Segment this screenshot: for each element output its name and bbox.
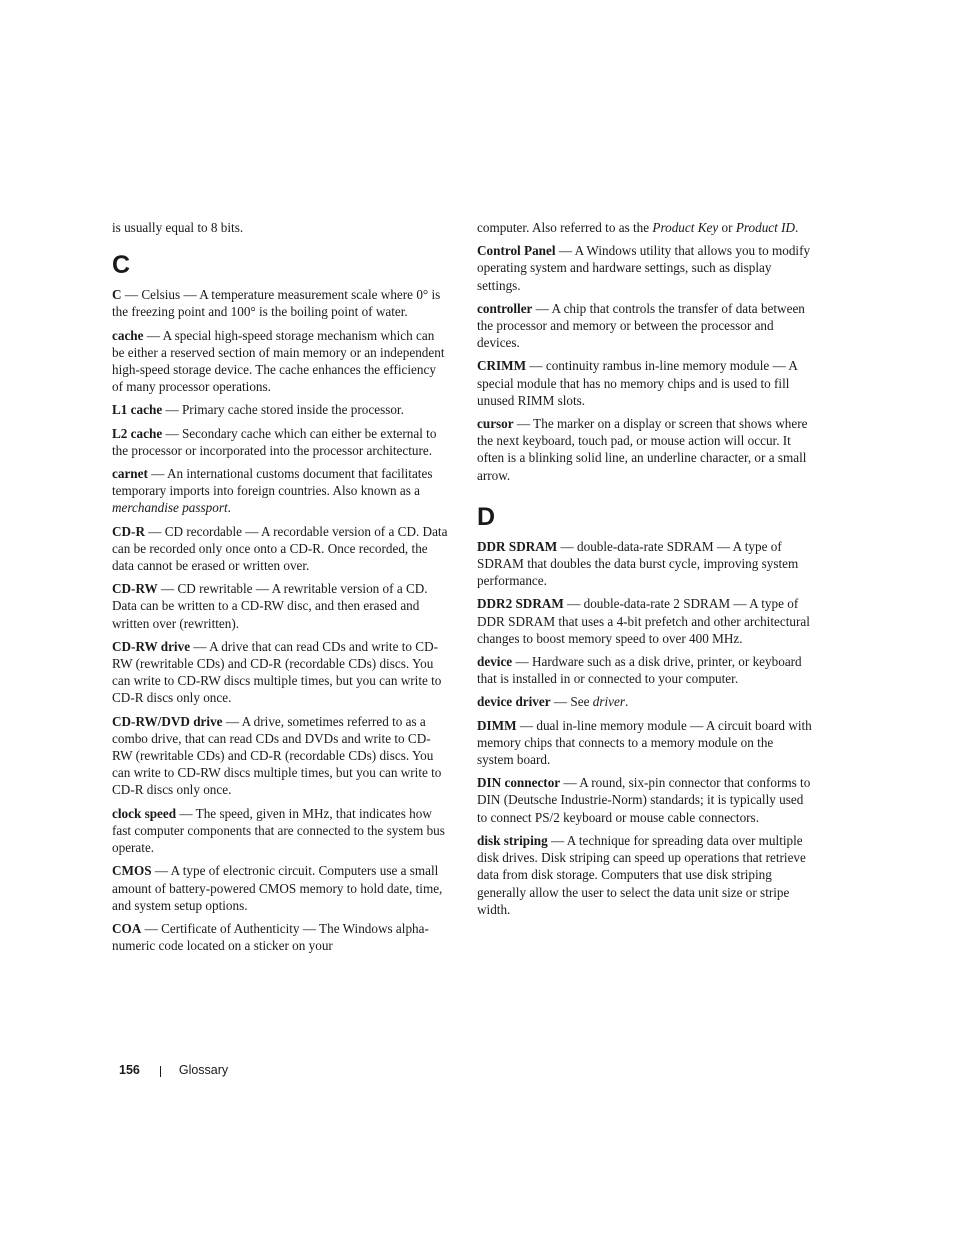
glossary-entry bbox=[477, 832, 813, 918]
glossary-entry bbox=[477, 595, 813, 647]
continuation-italic-1: Product Key bbox=[652, 220, 719, 235]
glossary-entry bbox=[112, 638, 448, 707]
glossary-term: DIMM bbox=[477, 717, 517, 733]
glossary-term: CD-RW/DVD drive bbox=[112, 713, 223, 729]
entry-separator: — bbox=[143, 327, 163, 343]
glossary-term: DIN connector bbox=[477, 775, 561, 791]
left-column bbox=[112, 219, 448, 960]
glossary-term: device driver bbox=[477, 694, 551, 710]
definition-italic: driver bbox=[592, 694, 625, 710]
glossary-entries-c-continued bbox=[477, 242, 813, 484]
definition-text: Hardware such as a disk drive, printer, or keyboard that is installed in or connected to your computer. bbox=[477, 654, 802, 687]
definition-text: Secondary cache which can either be external to the processor or incorporated into the processor architecture. bbox=[112, 425, 437, 458]
glossary-term: L2 cache bbox=[112, 425, 163, 441]
right-column bbox=[477, 219, 813, 924]
entry-separator: — bbox=[162, 402, 182, 418]
entry-separator: — bbox=[526, 358, 546, 374]
entry-separator: — bbox=[121, 287, 142, 303]
glossary-term: L1 cache bbox=[112, 402, 163, 418]
page-footer bbox=[119, 1062, 228, 1078]
definition-text: A type of electronic circuit. Computers use a small amount of battery-powered CMOS memory to hold date, time, and system setup options. bbox=[112, 863, 443, 913]
glossary-entry bbox=[112, 862, 448, 914]
page-number: 156 bbox=[119, 1063, 140, 1077]
entry-separator: — bbox=[147, 466, 167, 482]
glossary-term: controller bbox=[477, 300, 533, 316]
glossary-entry bbox=[112, 286, 448, 320]
glossary-term: device bbox=[477, 654, 513, 670]
glossary-term: DDR2 SDRAM bbox=[477, 596, 564, 612]
definition-italic: merchandise passport bbox=[112, 500, 228, 516]
glossary-term: clock speed bbox=[112, 805, 177, 821]
glossary-term: CD-RW drive bbox=[112, 638, 191, 654]
glossary-term: COA bbox=[112, 920, 142, 936]
entry-separator: — bbox=[162, 425, 182, 441]
continuation-post: . bbox=[795, 220, 799, 235]
definition-text: continuity rambus in-line memory module — A special module that has no memory chips and is used to fill unused RIMM slots. bbox=[477, 358, 798, 408]
glossary-term: CRIMM bbox=[477, 358, 527, 374]
definition-text: See bbox=[570, 694, 593, 710]
glossary-term: DDR SDRAM bbox=[477, 538, 558, 554]
glossary-term: disk striping bbox=[477, 832, 548, 848]
glossary-entry bbox=[112, 920, 448, 954]
entry-separator: — bbox=[516, 717, 537, 733]
definition-text: A round, six-pin connector that conforms to DIN (Deutsche Industrie-Norm) standards; it is typically used to connect PS/2 keyboard or mouse cable connectors. bbox=[477, 775, 811, 825]
definition-text: double-data-rate SDRAM — A type of SDRAM that doubles the data burst cycle, improving system performance. bbox=[477, 538, 799, 589]
footer-section-title: Glossary bbox=[178, 1063, 229, 1077]
glossary-term: CMOS bbox=[112, 863, 152, 879]
continuation-text bbox=[477, 219, 813, 236]
glossary-term: cursor bbox=[477, 416, 514, 432]
glossary-entry bbox=[112, 425, 448, 459]
glossary-term: carnet bbox=[112, 466, 148, 482]
definition-text: Primary cache stored inside the processor. bbox=[181, 402, 404, 418]
glossary-entry bbox=[477, 774, 813, 826]
entry-separator: — bbox=[222, 713, 242, 729]
entry-separator: — bbox=[555, 243, 575, 259]
entry-separator: — bbox=[560, 775, 580, 791]
entry-separator: — bbox=[513, 416, 534, 432]
glossary-entry bbox=[477, 300, 813, 352]
definition-end: . bbox=[624, 694, 629, 710]
entry-separator: — bbox=[550, 694, 571, 710]
entry-separator: — bbox=[532, 300, 552, 316]
definition-text: The speed, given in MHz, that indicates how fast computer components that are connected to the system bus operate. bbox=[112, 805, 445, 856]
definition-text: Certificate of Authenticity — The Windows alpha-numeric code located on a sticker on your bbox=[112, 920, 429, 954]
glossary-entry bbox=[477, 653, 813, 687]
entry-separator: — bbox=[141, 920, 162, 936]
footer-divider bbox=[160, 1066, 161, 1077]
glossary-term: cache bbox=[112, 327, 144, 343]
continuation-text: is usually equal to 8 bits. bbox=[112, 220, 244, 235]
glossary-entry bbox=[112, 713, 448, 799]
glossary-entry bbox=[477, 717, 813, 769]
entry-separator: — bbox=[557, 538, 578, 554]
definition-text: Celsius — A temperature measurement scale where 0° is the freezing point and 100° is the boiling point of water. bbox=[112, 287, 441, 320]
glossary-term: Control Panel bbox=[477, 243, 556, 259]
glossary-entry bbox=[112, 465, 448, 517]
glossary-term: C bbox=[112, 287, 122, 303]
glossary-term: CD-R bbox=[112, 523, 145, 539]
glossary-entry bbox=[477, 538, 813, 590]
entry-separator: — bbox=[157, 581, 178, 597]
definition-text: The marker on a display or screen that shows where the next keyboard, touch pad, or mouse action will occur. It often is a blinking solid line, an underline character, or a small arrow. bbox=[477, 416, 808, 483]
glossary-entry bbox=[112, 327, 448, 396]
glossary-entries-c bbox=[112, 286, 448, 954]
definition-text: A chip that controls the transfer of data between the processor and memory or between the processor and devices. bbox=[477, 300, 805, 351]
glossary-entry bbox=[477, 415, 813, 484]
definition-text: A Windows utility that allows you to modify operating system and hardware settings, such as display settings. bbox=[477, 243, 811, 293]
glossary-entry bbox=[477, 357, 813, 409]
entry-separator: — bbox=[144, 523, 165, 539]
definition-text: double-data-rate 2 SDRAM — A type of DDR SDRAM that uses a 4-bit prefetch and other architectural changes to boost memory speed to over 400 MHz. bbox=[477, 596, 810, 646]
entry-separator: — bbox=[563, 596, 584, 612]
entry-separator: — bbox=[190, 638, 210, 654]
definition-text: CD rewritable — A rewritable version of a CD. Data can be written to a CD-RW disc, and then erased and written over (rewritten). bbox=[112, 581, 428, 631]
definition-text: A technique for spreading data over multiple disk drives. Disk striping can speed up operations that retrieve data from disk storage. Computers that use disk striping generally allow the user to select the data unit size or stripe width. bbox=[477, 832, 806, 917]
glossary-entry bbox=[112, 580, 448, 632]
glossary-entry bbox=[112, 805, 448, 857]
definition-text: A drive that can read CDs and write to CD-RW (rewritable CDs) and CD-R (recordable CDs) discs. You can write to CD-RW discs multiple times, but you can write to CD-R discs only once. bbox=[112, 638, 442, 706]
section-heading-d: D bbox=[477, 502, 496, 531]
definition-text: A special high-speed storage mechanism which can be either a reserved section of main memory or an independent high-speed storage device. The cache enhances the efficiency of many processor operations. bbox=[112, 327, 445, 395]
glossary-entries-d bbox=[477, 538, 813, 918]
continuation-mid: or bbox=[718, 220, 736, 235]
glossary-entry bbox=[112, 401, 448, 418]
glossary-term: CD-RW bbox=[112, 581, 158, 597]
glossary-entry bbox=[477, 693, 813, 710]
definition-text: CD recordable — A recordable version of a CD. Data can be recorded only once onto a CD-R. Once recorded, the data cannot be erased or written over. bbox=[112, 523, 448, 574]
continuation-pre: computer. Also referred to as the bbox=[477, 220, 653, 235]
entry-separator: — bbox=[512, 654, 532, 670]
section-heading-c: C bbox=[112, 251, 131, 280]
entry-separator: — bbox=[176, 805, 196, 821]
entry-separator: — bbox=[151, 863, 171, 879]
definition-text: An international customs document that facilitates temporary imports into foreign countries. Also known as a bbox=[112, 466, 433, 499]
definition-end: . bbox=[227, 500, 231, 516]
continuation-italic-2: Product ID bbox=[735, 220, 796, 235]
glossary-entry bbox=[477, 242, 813, 294]
definition-text: dual in-line memory module — A circuit board with memory chips that connects to a memory module on the system board. bbox=[477, 717, 812, 768]
definition-text: A drive, sometimes referred to as a combo drive, that can read CDs and DVDs and write to CD-RW (rewritable CDs) and CD-R (recordable CDs) discs. You can write to CD-RW discs multiple times, but you can write to CD-R discs only once. bbox=[112, 713, 442, 798]
glossary-entry bbox=[112, 523, 448, 575]
entry-separator: — bbox=[547, 832, 567, 848]
